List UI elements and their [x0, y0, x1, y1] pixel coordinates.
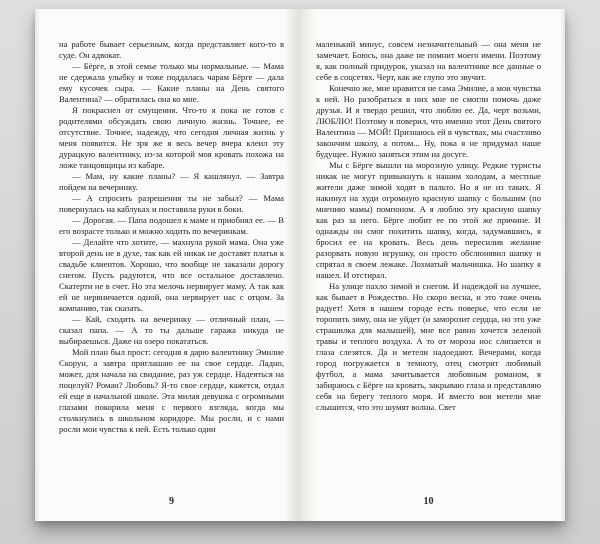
paragraph: На улице пахло зимой и снегом. И надеждой на лучшее, как бывает в Рождество. Но скоро весна, и это тоже очень радует! Хотя в нашем городе есть поверье, что если не торопить зиму, она не уйдет (и заморозит сердца, но это уже страшилка для малышей), мне все равно хочется зеленой травы и теплого воздуха. А то от мороза нос слипается и глаза слезятся. Да и метели надоедают. Вечерами, когда город погружается в темноту, отец смотрит любимый футбол, а мама зачитывается любовным романом, я забираюсь с Бёрге на кровать, закрываю глаза и представляю себя на берегу теплого моря. И вместо воя метели мне слышится, что это шумят волны. Свет [316, 281, 541, 412]
page-right-number: 10 [423, 496, 434, 507]
paragraph: Мы с Бёрге вышли на морозную улицу. Редкие туристы никак не могут привыкнуть к нашим холодам, а местные жители даже зимой ходят в пальто. Но я не из таких. Я накинул на худи огромную красную шапку с большим (по мнению мамы) помпоном. А я люблю эту красную шапку как раз за него. Бёрге любит ее по этой же причине. И однажды он смог похитить шапку, когда, задумавшись, я бросил ее на кровать. Весь день пересилив желание разорвать новую игрушку, он просто обслюнявил шапку и спрятал в своем лежаке. Лохматый мальчишка. Но шапку я нашел. И отстирал. [316, 160, 541, 280]
page-right-text [316, 39, 541, 488]
paragraph: — Мам, ну какие планы? — Я кашлянул. — Завтра пойдем на вечеринку. [59, 171, 284, 192]
page-left [35, 9, 300, 521]
page-right [300, 9, 565, 521]
page-left-number: 9 [169, 496, 174, 507]
page-left-text [59, 39, 284, 488]
paragraph: — Кай, сходить на вечеринку — отличный план, — сказал папа. — А то ты дальше гаража никуда не выбираешься. Даже на озеро покататься. [59, 314, 284, 346]
paragraph: Мой план был прост: сегодня я дарю валентинку Эмилие Скорун, а завтра приглашаю ее на свое сердце. Ладно, может, для начала на свидание, раз уж сердце. Надеяться на поцелуй? Роман? Любовь? Я-то свое сердце, кажется, отдал ей еще в начальной школе. Эта милая девушка с огромными глазами покорила меня с первого взгляда, когда мы столкнулись в школьном коридоре. Мы росли, и с нами росли мои чувства к ней. Есть только один [59, 347, 284, 434]
paragraph: Я покраснел от смущения. Что-то я пока не готов с родителями обсуждать свою личную жизнь. Точнее, ее отсутствие. Точнее, надежду, что сегодня личная жизнь у меня появится. Не зря же я весь вечер вчера клеил эту дурацкую валентинку, из-за которой моя кровать похожа на ложе танцовщицы из кабаре. [59, 105, 284, 170]
paragraph: на работе бывает серьезным, когда представляет кого-то в суде. Он адвокат. [59, 39, 284, 60]
paragraph: маленький минус, совсем незначительный — она меня не замечает. Боюсь, она даже не помнит моего имени. Поэтому я, как полный придурок, указал на валентинке все данные о себе в соцсетях. Черт, как же глупо это звучит. [316, 39, 541, 82]
paragraph: — Бёрге, в этой семье только мы нормальные. — Мама не сдержала улыбку и тоже поддалась чарам Бёрге — дала ему кусочек сыра. — Какие планы на День святого Валентина? — обратилась она ко мне. [59, 61, 284, 104]
book-spread [35, 9, 565, 521]
paragraph: — А спросить разрешения ты не забыл? — Мама повернулась на каблуках и поставила руки в боки. [59, 193, 284, 214]
paragraph: — Дорогая. — Папа подошел к маме и приобнял ее. — В его возрасте только и можно ходить по вечеринкам. [59, 215, 284, 236]
paragraph: — Делайте что хотите, — махнула рукой мама. Она уже второй день не в духе, так как ей никак не доставят платья к свадьбе клиентов. Хорошо, что вообще не заказали дорогу снегом. Пусть радуются, что все остальное доставлено. Скатерти не в счет. Но эта мелочь нервирует маму. А так как ей не нервничается одной, она нервирует нас с отцом. За компанию, так сказать. [59, 237, 284, 313]
paragraph: Конечно же, мне нравится не сама Эмилие, а мои чувства к ней. Но разобраться в них мне не смогли помочь даже друзья. И я твердо решил, что люблю ее. Да, черт возьми, ЛЮБЛЮ! Поэтому я поверил, что именно этот День святого Валентина — МОЙ! Признаюсь ей в чувствах, мы счастливо закончим школу, а потом... Ну, пока я не придумал наше будущее. Нужно заняться этим на досуге. [316, 83, 541, 159]
